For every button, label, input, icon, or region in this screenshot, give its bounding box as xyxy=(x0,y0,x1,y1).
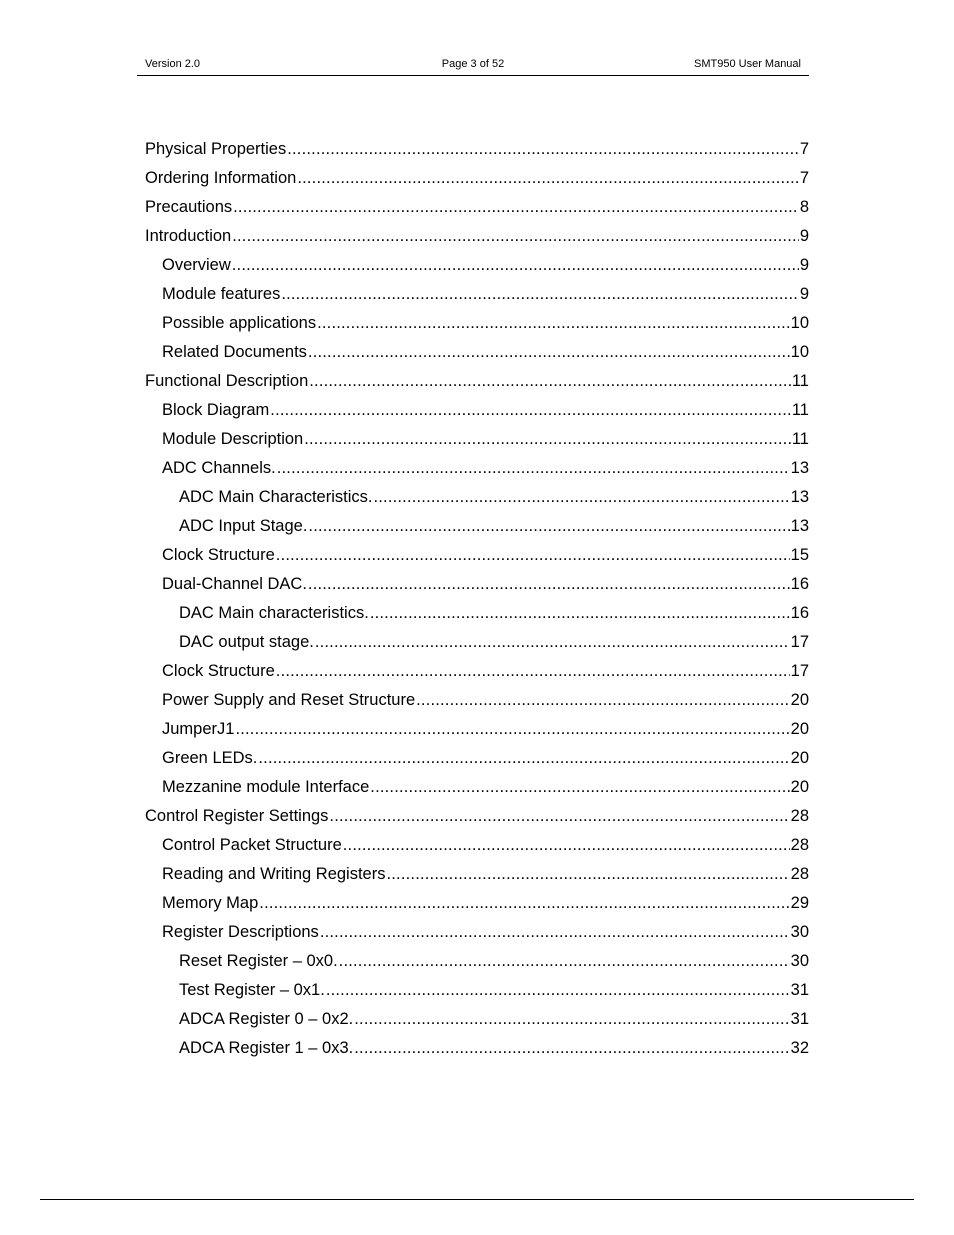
toc-entry-title: ADCA Register 1 – 0x3. xyxy=(179,1039,354,1057)
toc-entry-title: Power Supply and Reset Structure xyxy=(162,691,416,709)
toc-entry[interactable] xyxy=(145,600,809,629)
toc-dot-leader xyxy=(304,426,791,452)
toc-entry[interactable] xyxy=(145,658,809,687)
toc-entry-page-number: 9 xyxy=(799,285,809,303)
toc-dot-leader xyxy=(326,977,790,1003)
toc-entry-title: Module Description xyxy=(162,430,304,448)
toc-dot-leader xyxy=(233,194,799,220)
toc-entry-page-number: 10 xyxy=(790,314,809,332)
toc-entry-page-number: 13 xyxy=(790,488,809,506)
toc-dot-leader xyxy=(308,571,790,597)
toc-entry-page-number: 7 xyxy=(799,140,809,158)
toc-entry-title: Green LEDs. xyxy=(162,749,258,767)
toc-entry-page-number: 15 xyxy=(790,546,809,564)
toc-entry-title: Mezzanine module Interface xyxy=(162,778,370,796)
toc-entry[interactable] xyxy=(145,136,809,165)
toc-entry-page-number: 17 xyxy=(790,633,809,651)
toc-dot-leader xyxy=(259,890,789,916)
toc-dot-leader xyxy=(317,310,790,336)
toc-dot-leader xyxy=(320,919,790,945)
toc-entry-page-number: 20 xyxy=(790,720,809,738)
toc-entry[interactable] xyxy=(145,803,809,832)
toc-dot-leader xyxy=(277,455,790,481)
toc-entry-page-number: 31 xyxy=(790,1010,809,1028)
toc-entry-page-number: 20 xyxy=(790,778,809,796)
toc-dot-leader xyxy=(276,658,790,684)
toc-dot-leader xyxy=(354,1006,789,1032)
toc-entry-title: Clock Structure xyxy=(162,546,275,564)
toc-dot-leader xyxy=(308,339,790,365)
toc-entry-page-number: 11 xyxy=(791,401,809,419)
toc-entry[interactable] xyxy=(145,861,809,890)
toc-entry-page-number: 8 xyxy=(799,198,809,216)
toc-dot-leader xyxy=(354,1035,789,1061)
toc-dot-leader xyxy=(297,165,798,191)
toc-entry-title: Register Descriptions xyxy=(162,923,319,941)
toc-entry-title: Memory Map xyxy=(162,894,259,912)
toc-entry-title: ADCA Register 0 – 0x2. xyxy=(179,1010,354,1028)
toc-entry[interactable] xyxy=(145,774,809,803)
toc-entry[interactable] xyxy=(145,165,809,194)
toc-dot-leader xyxy=(370,600,790,626)
toc-dot-leader xyxy=(373,484,789,510)
toc-entry-title: Dual-Channel DAC. xyxy=(162,575,307,593)
toc-dot-leader xyxy=(281,281,798,307)
toc-entry[interactable] xyxy=(145,948,809,977)
toc-entry-page-number: 20 xyxy=(790,749,809,767)
toc-entry[interactable] xyxy=(145,832,809,861)
toc-dot-leader xyxy=(343,832,790,858)
toc-entry-title: Related Documents xyxy=(162,343,307,361)
toc-entry-page-number: 20 xyxy=(790,691,809,709)
toc-entry-title: Introduction xyxy=(145,227,232,245)
toc-entry[interactable] xyxy=(145,513,809,542)
toc-entry-page-number: 30 xyxy=(790,952,809,970)
toc-entry[interactable] xyxy=(145,223,809,252)
header-document-title: SMT950 User Manual xyxy=(694,58,801,70)
toc-entry-title: Control Packet Structure xyxy=(162,836,342,854)
toc-entry-page-number: 28 xyxy=(790,865,809,883)
toc-dot-leader xyxy=(386,861,789,887)
toc-dot-leader xyxy=(232,252,799,278)
toc-entry-title: Module features xyxy=(162,285,281,303)
toc-entry[interactable] xyxy=(145,397,809,426)
toc-dot-leader xyxy=(235,716,789,742)
toc-entry[interactable] xyxy=(145,542,809,571)
toc-entry-page-number: 11 xyxy=(791,372,809,390)
toc-entry-title: ADC Channels. xyxy=(162,459,276,477)
toc-entry-page-number: 16 xyxy=(790,575,809,593)
toc-entry-page-number: 28 xyxy=(790,807,809,825)
toc-entry-page-number: 30 xyxy=(790,923,809,941)
toc-entry-title: Functional Description xyxy=(145,372,309,390)
toc-entry-page-number: 29 xyxy=(790,894,809,912)
toc-entry-page-number: 17 xyxy=(790,662,809,680)
page-header xyxy=(137,56,809,76)
toc-entry[interactable] xyxy=(145,368,809,397)
toc-entry-title: Block Diagram xyxy=(162,401,270,419)
toc-dot-leader xyxy=(232,223,799,249)
toc-entry[interactable] xyxy=(145,629,809,658)
toc-entry-page-number: 13 xyxy=(790,459,809,477)
toc-entry-page-number: 31 xyxy=(790,981,809,999)
toc-entry[interactable] xyxy=(145,426,809,455)
toc-entry[interactable] xyxy=(145,571,809,600)
toc-entry[interactable] xyxy=(145,484,809,513)
header-page-number: Page 3 of 52 xyxy=(441,58,505,70)
footer-rule xyxy=(40,1199,914,1200)
toc-entry-title: Test Register – 0x1. xyxy=(179,981,325,999)
toc-entry-page-number: 9 xyxy=(799,227,809,245)
toc-entry-title: ADC Main Characteristics. xyxy=(179,488,373,506)
toc-dot-leader xyxy=(276,542,790,568)
toc-entry[interactable] xyxy=(145,919,809,948)
toc-entry[interactable] xyxy=(145,716,809,745)
toc-entry-page-number: 7 xyxy=(799,169,809,187)
toc-entry[interactable] xyxy=(145,745,809,774)
table-of-contents xyxy=(145,136,809,1064)
toc-dot-leader xyxy=(370,774,789,800)
toc-entry-page-number: 11 xyxy=(791,430,809,448)
toc-entry-title: Possible applications xyxy=(162,314,317,332)
toc-dot-leader xyxy=(309,368,791,394)
toc-entry[interactable] xyxy=(145,1006,809,1035)
toc-entry-title: DAC Main characteristics. xyxy=(179,604,369,622)
toc-dot-leader xyxy=(329,803,789,829)
toc-entry-title: Control Register Settings xyxy=(145,807,329,825)
toc-dot-leader xyxy=(287,136,799,162)
toc-entry[interactable] xyxy=(145,1035,809,1064)
toc-entry-title: Ordering Information xyxy=(145,169,297,187)
toc-dot-leader xyxy=(270,397,791,423)
toc-entry[interactable] xyxy=(145,977,809,1006)
toc-dot-leader xyxy=(315,629,790,655)
toc-entry[interactable] xyxy=(145,194,809,223)
toc-entry-title: Precautions xyxy=(145,198,233,216)
toc-entry-title: Reading and Writing Registers xyxy=(162,865,386,883)
toc-dot-leader xyxy=(258,745,789,771)
toc-entry[interactable] xyxy=(145,281,809,310)
toc-entry[interactable] xyxy=(145,890,809,919)
toc-entry-title: DAC output stage. xyxy=(179,633,314,651)
toc-entry-page-number: 9 xyxy=(799,256,809,274)
toc-entry-page-number: 16 xyxy=(790,604,809,622)
toc-dot-leader xyxy=(416,687,790,713)
toc-entry-title: Physical Properties xyxy=(145,140,287,158)
toc-dot-leader xyxy=(308,513,789,539)
toc-entry[interactable] xyxy=(145,310,809,339)
header-version: Version 2.0 xyxy=(145,58,201,70)
toc-entry-page-number: 13 xyxy=(790,517,809,535)
toc-entry-title: ADC Input Stage. xyxy=(179,517,308,535)
toc-entry-page-number: 32 xyxy=(790,1039,809,1057)
toc-entry[interactable] xyxy=(145,252,809,281)
toc-entry[interactable] xyxy=(145,687,809,716)
toc-entry-page-number: 10 xyxy=(790,343,809,361)
toc-entry-title: Clock Structure xyxy=(162,662,275,680)
toc-entry-title: Overview xyxy=(162,256,231,274)
toc-entry-page-number: 28 xyxy=(790,836,809,854)
toc-entry-title: JumperJ1 xyxy=(162,720,235,738)
toc-entry[interactable] xyxy=(145,455,809,484)
toc-dot-leader xyxy=(339,948,790,974)
toc-entry-title: Reset Register – 0x0. xyxy=(179,952,338,970)
toc-entry[interactable] xyxy=(145,339,809,368)
